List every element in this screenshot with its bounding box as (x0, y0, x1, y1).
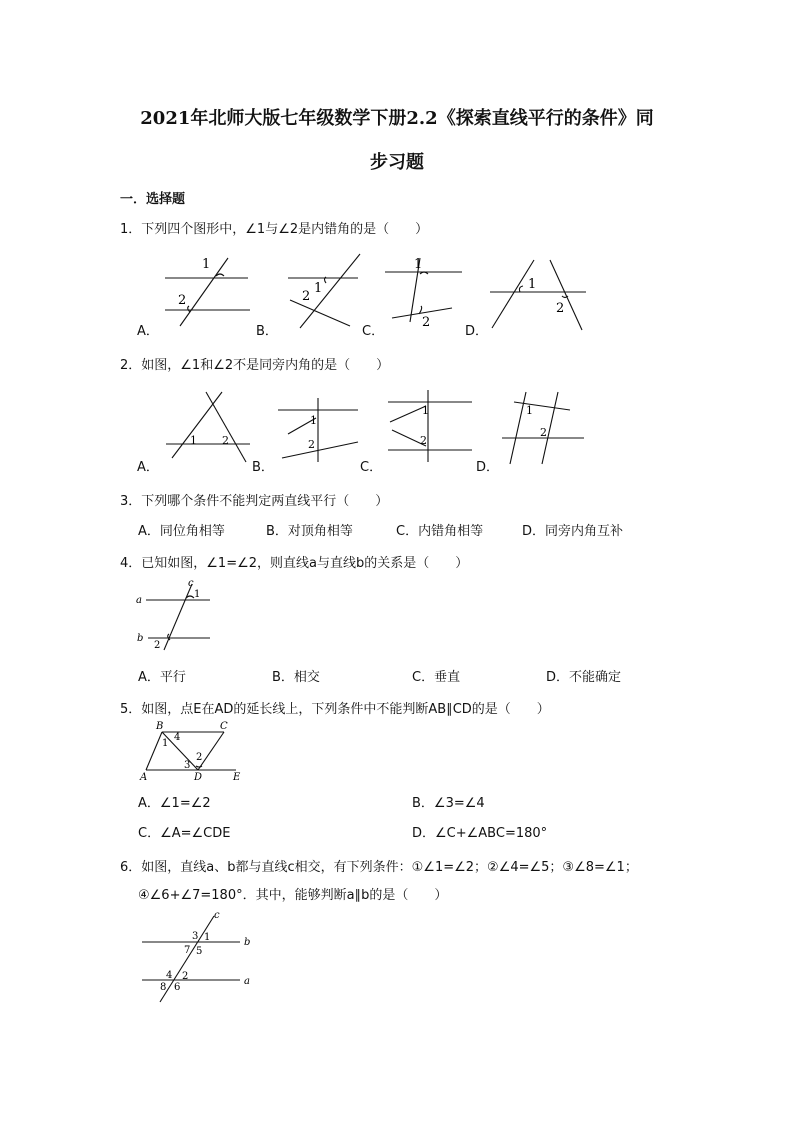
q2-figure-c (388, 390, 472, 462)
q1-option-a: A． (137, 324, 159, 339)
q3-option-c: C．内错角相等 (396, 524, 484, 539)
q6-label-4: 4 (166, 970, 173, 981)
q5-label-3: 3 (184, 760, 191, 771)
question-6-figure (136, 910, 266, 1006)
q6-label-a: a (244, 976, 250, 987)
document-title-line2: 步习题 (370, 152, 424, 173)
q1-option-b: B． (256, 324, 278, 339)
q1-b-label-2: 2 (302, 289, 311, 304)
q4-label-a: a (136, 595, 142, 606)
q6-label-3: 3 (192, 931, 199, 942)
question-3-text: 3．下列哪个条件不能判定两直线平行（ ） (120, 494, 389, 509)
q6-label-1: 1 (204, 932, 211, 943)
q2-a-label-1: 1 (190, 434, 197, 447)
question-6-figure-svg (136, 910, 266, 1006)
q1-d-label-2: 2 (556, 301, 565, 316)
q5-label-c: C (220, 721, 228, 732)
q4-option-c: C．垂直 (412, 670, 461, 685)
q5-option-d: D．∠C+∠ABC=180° (412, 826, 548, 841)
q1-option-d: D． (465, 324, 489, 339)
question-6-text-line2: ④∠6+∠7=180°．其中，能够判断a∥b的是（ ） (138, 888, 448, 903)
question-2-text: 2．如图，∠1和∠2不是同旁内角的是（ ） (120, 358, 390, 373)
question-4-figure-svg (130, 578, 220, 654)
section-heading: 一．选择题 (120, 192, 186, 207)
q6-label-b: b (244, 937, 251, 948)
q6-label-7: 7 (184, 945, 191, 956)
q1-b-label-1: 1 (314, 281, 323, 296)
q5-label-b: B (156, 721, 164, 732)
q5-option-a: A．∠1=∠2 (138, 796, 211, 811)
q2-c-label-1: 1 (422, 404, 429, 417)
q4-label-1: 1 (194, 589, 201, 600)
q2-figure-b (278, 398, 358, 462)
q6-label-8: 8 (160, 982, 167, 993)
q4-label-2: 2 (154, 640, 161, 651)
q6-label-5: 5 (196, 946, 203, 957)
q1-figure-d (490, 260, 586, 330)
q4-label-c: c (188, 578, 194, 589)
q1-c-label-2: 2 (422, 315, 431, 330)
question-5-figure (136, 718, 248, 782)
q1-d-label-1: 1 (528, 277, 537, 292)
question-4-text: 4．已知如图，∠1=∠2，则直线a与直线b的关系是（ ） (120, 556, 469, 571)
question-5-text: 5．如图，点E在AD的延长线上，下列条件中不能判断AB∥CD的是（ ） (120, 702, 550, 717)
q3-option-b: B．对顶角相等 (266, 524, 353, 539)
q5-option-b: B．∠3=∠4 (412, 796, 485, 811)
question-4-figure (130, 578, 220, 654)
q3-option-a: A．同位角相等 (138, 524, 225, 539)
q4-option-b: B．相交 (272, 670, 320, 685)
q5-option-c: C．∠A=∠CDE (138, 826, 231, 841)
question-1-text: 1．下列四个图形中，∠1与∠2是内错角的是（ ） (120, 222, 429, 237)
q6-label-c: c (214, 910, 220, 921)
q5-label-d: D (194, 772, 203, 782)
q2-d-label-1: 1 (526, 404, 533, 417)
q2-d-label-2: 2 (540, 426, 547, 439)
q1-c-label-1: 1 (414, 257, 423, 272)
q6-label-6: 6 (174, 982, 181, 993)
q5-label-e: E (233, 772, 241, 782)
q2-option-c: C． (360, 460, 383, 475)
q4-option-a: A．平行 (138, 670, 186, 685)
question-5-figure-svg (136, 718, 248, 782)
q2-b-label-1: 1 (310, 414, 317, 427)
q2-option-a: A． (137, 460, 159, 475)
q4-option-d: D．不能确定 (546, 670, 622, 685)
q2-b-label-2: 2 (308, 438, 315, 451)
q2-figure-a (166, 392, 250, 462)
q5-label-4: 4 (174, 732, 181, 743)
q2-a-label-2: 2 (222, 434, 229, 447)
q1-a-label-1: 1 (202, 257, 211, 272)
q2-c-label-2: 2 (420, 434, 427, 447)
q2-option-d: D． (476, 460, 500, 475)
q4-label-b: b (137, 633, 144, 644)
q5-label-2: 2 (196, 752, 203, 763)
document-title-line1: 2021年北师大版七年级数学下册2.2《探索直线平行的条件》同 (140, 108, 654, 129)
q2-option-b: B． (252, 460, 274, 475)
q5-label-a: A (140, 772, 148, 782)
q1-figure-b (288, 254, 360, 328)
q6-label-2: 2 (182, 971, 189, 982)
q1-option-c: C． (362, 324, 385, 339)
question-6-text-line1: 6．如图，直线a、b都与直线c相交，有下列条件：①∠1=∠2；②∠4=∠5；③∠8=∠1； (120, 860, 638, 875)
q1-figure-c (385, 258, 462, 322)
q5-label-1: 1 (162, 738, 169, 749)
q1-a-label-2: 2 (178, 293, 187, 308)
q3-option-d: D．同旁内角互补 (522, 524, 624, 539)
